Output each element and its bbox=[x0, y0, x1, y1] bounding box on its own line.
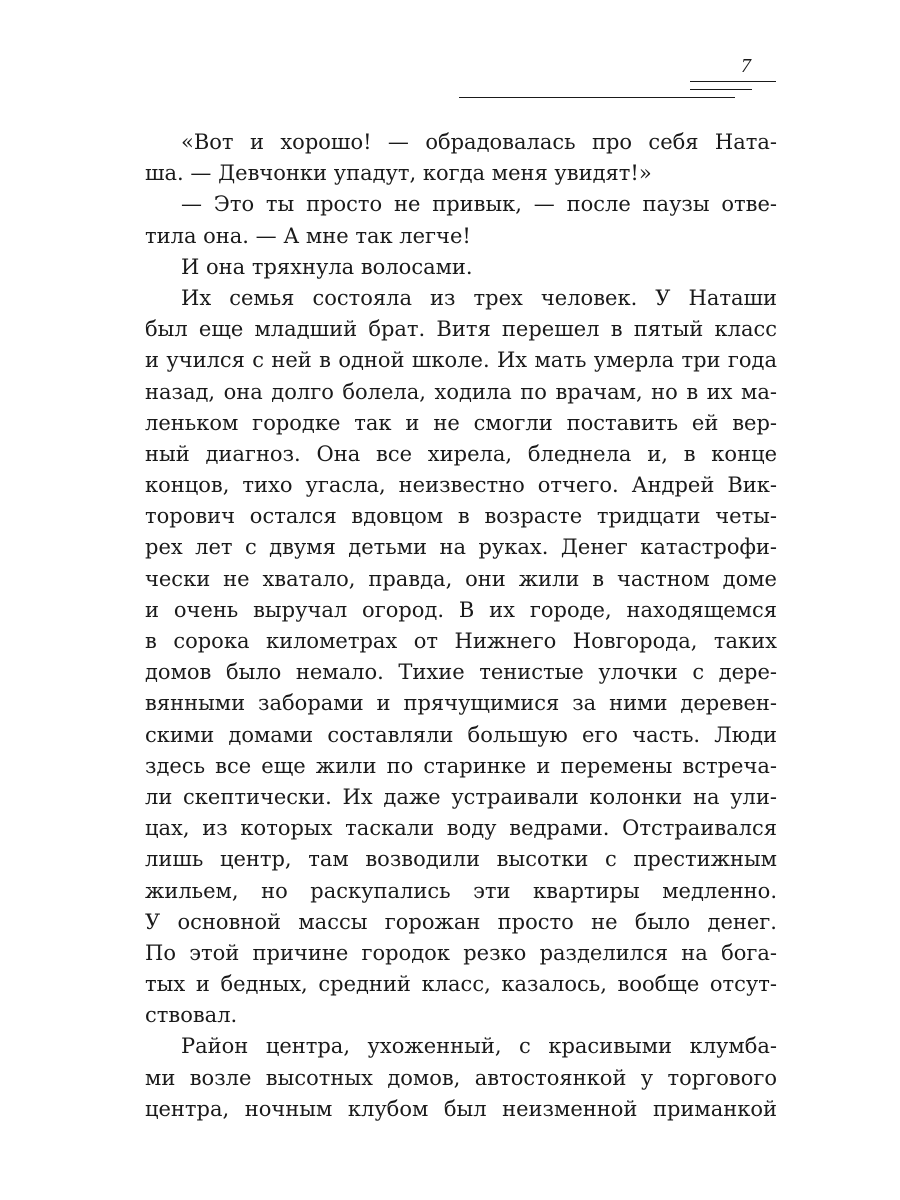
text-line: «Вот и хорошо! — обрадовалась про себя Ната- bbox=[181, 130, 777, 154]
header-rule-middle bbox=[690, 89, 752, 90]
text-line: По этой причине городок резко разделился на бога- bbox=[145, 940, 777, 965]
text-line: цах, из которых таскали воду ведрами. Отстраивался bbox=[145, 816, 777, 841]
page-header bbox=[0, 0, 900, 110]
text-line: и очень выручал огород. В их городе, находящемся bbox=[145, 597, 777, 622]
text-line: И она тряхнула волосами. bbox=[181, 254, 473, 279]
text-line: тых и бедных, средний класс, казалось, вообще отсут- bbox=[145, 972, 777, 997]
text-line: ми возле высотных домов, автостоянкой у торгового bbox=[145, 1065, 777, 1090]
text-line: Их семья состояла из трех человек. У Наташи bbox=[181, 285, 777, 310]
text-line: домов было немало. Тихие тенистые улочки с дере- bbox=[145, 660, 777, 685]
text-line: назад, она долго болела, ходила по врачам, но в их ма- bbox=[145, 379, 777, 404]
text-line: У основной массы горожан просто не было денег. bbox=[145, 909, 777, 934]
text-line: ша. — Девчонки упадут, когда меня увидят!» bbox=[145, 161, 652, 186]
text-line: ствовал. bbox=[145, 1003, 238, 1028]
text-line: — Это ты просто не привык, — после паузы отве- bbox=[181, 192, 777, 217]
text-line: был еще младший брат. Витя перешел в пятый класс bbox=[145, 317, 777, 342]
text-line: здесь все еще жили по старинке и перемены встреча- bbox=[145, 753, 777, 778]
text-line: центра, ночным клубом был неизменной приманкой bbox=[145, 1096, 777, 1121]
header-rule-top bbox=[690, 81, 776, 82]
body-text bbox=[145, 127, 777, 1125]
text-line: тила она. — А мне так легче! bbox=[145, 223, 471, 248]
text-line: ли скептически. Их даже устраивали колонки на ули- bbox=[145, 784, 777, 809]
header-rule-long bbox=[459, 97, 735, 98]
text-line: торович остался вдовцом в возрасте тридцати четы- bbox=[145, 504, 777, 529]
text-line: вянными заборами и прячущимися за ними деревен- bbox=[145, 691, 777, 716]
text-line: и учился с ней в одной школе. Их мать умерла три года bbox=[145, 348, 777, 373]
text-line: Район центра, ухоженный, с красивыми клумба- bbox=[181, 1034, 777, 1059]
text-line: ный диагноз. Она все хирела, бледнела и, в конце bbox=[145, 441, 777, 466]
text-line: чески не хватало, правда, они жили в частном доме bbox=[145, 566, 777, 591]
text-line: концов, тихо угасла, неизвестно отчего. Андрей Вик- bbox=[145, 473, 777, 498]
text-line: леньком городке так и не смогли поставить ей вер- bbox=[145, 410, 777, 435]
text-line: скими домами составляли большую его часть. Люди bbox=[145, 722, 777, 747]
text-line: в сорока километрах от Нижнего Новгорода, таких bbox=[145, 629, 777, 653]
text-line: рех лет с двумя детьми на руках. Денег катастрофи- bbox=[145, 535, 777, 560]
text-line: лишь центр, там возводили высотки с престижным bbox=[145, 847, 777, 872]
page-number: 7 bbox=[741, 55, 751, 77]
text-line: жильем, но раскупались эти квартиры медленно. bbox=[145, 878, 777, 903]
